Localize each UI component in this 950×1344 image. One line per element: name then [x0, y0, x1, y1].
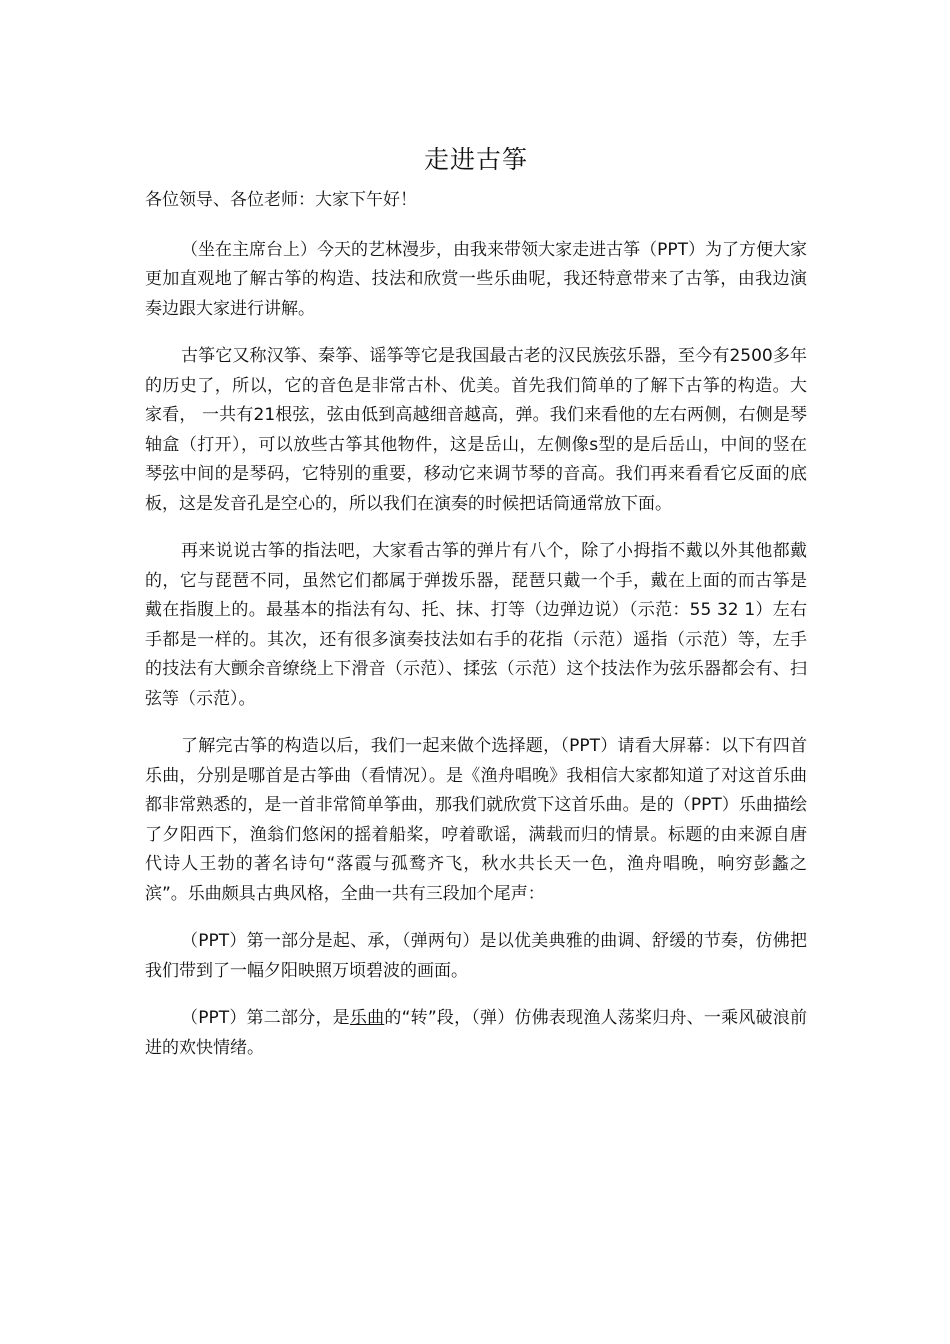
paragraph-part-two-start: （PPT）第二部分，是: [181, 1008, 350, 1028]
document-title: 走进古筝: [423, 145, 528, 174]
underlined-word: 乐曲: [349, 1008, 385, 1028]
paragraph-part-two: [145, 1004, 807, 1063]
paragraph-part-one: （PPT）第一部分是起、承，（弹两句）是以优美典雅的曲调、舒缓的节奏，仿佛把我们带到了一幅夕阳映照万顷碧波的画面。: [145, 931, 807, 981]
greeting-line: 各位领导、各位老师：大家下午好！: [145, 190, 417, 210]
paragraph-structure: 古筝它又称汉筝、秦筝、谣筝等它是我国最古老的汉民族弦乐器，至今有2500多年的历史了，所以，它的音色是非常古朴、优美。首先我们简单的了解下古筝的构造。大家看， 一共有21根弦，弦由低到高越细音越高，弹。我们来看他的左右两侧，右侧是琴轴盒（打开），可以放些古筝其他物件，这是岳山，左侧像s型的是后岳山，中间的竖在琴弦中间的是琴码，它特别的重要，移动它来调节琴的音高。我们再来看看它反面的底板，这是发音孔是空心的，所以我们在演奏的时候把话筒通常放下面。: [145, 346, 807, 514]
paragraph-intro: （坐在主席台上）今天的艺林漫步，由我来带领大家走进古筝（PPT）为了方便大家更加直观地了解古筝的构造、技法和欣赏一些乐曲呢，我还特意带来了古筝，由我边演奏边跟大家进行讲解。: [145, 239, 807, 319]
paragraph-music-piece: 了解完古筝的构造以后，我们一起来做个选择题，（PPT）请看大屏幕：以下有四首乐曲，分别是哪首是古筝曲（看情况）。是《渔舟唱晚》我相信大家都知道了对这首乐曲都非常熟悉的，是一首非常简单筝曲，那我们就欣赏下这首乐曲。是的（PPT）乐曲描绘了夕阳西下，渔翁们悠闲的摇着船桨，哼着歌谣，满载而归的情景。标题的由来源自唐代诗人王勃的著名诗句“落霞与孤鹜齐飞，秋水共长天一色，渔舟唱晚，响穷彭蠡之滨”。乐曲颇具古典风格，全曲一共有三段加个尾声：: [145, 736, 807, 904]
paragraph-part-two-end: 的“转”段，（弹）仿佛表现渔人荡桨归舟、一乘风破浪前进的欢快情绪。: [145, 1008, 808, 1058]
paragraph-fingering: 再来说说古筝的指法吧，大家看古筝的弹片有八个，除了小拇指不戴以外其他都戴的，它与琵琶不同，虽然它们都属于弹拨乐器，琵琶只戴一个手，戴在上面的而古筝是戴在指腹上的。最基本的指法有勾、托、抹、打等（边弹边说）（示范：55 32 1）左右手都是一样的。其次，还有很多演奏技法如右手的花指（示范）遥指（示范）等，左手的技法有大颤余音缭绕上下滑音（示范）、揉弦（示范）这个技法作为弦乐器都会有、扫弦等（示范）。: [145, 541, 807, 709]
document-page: [145, 140, 807, 1063]
